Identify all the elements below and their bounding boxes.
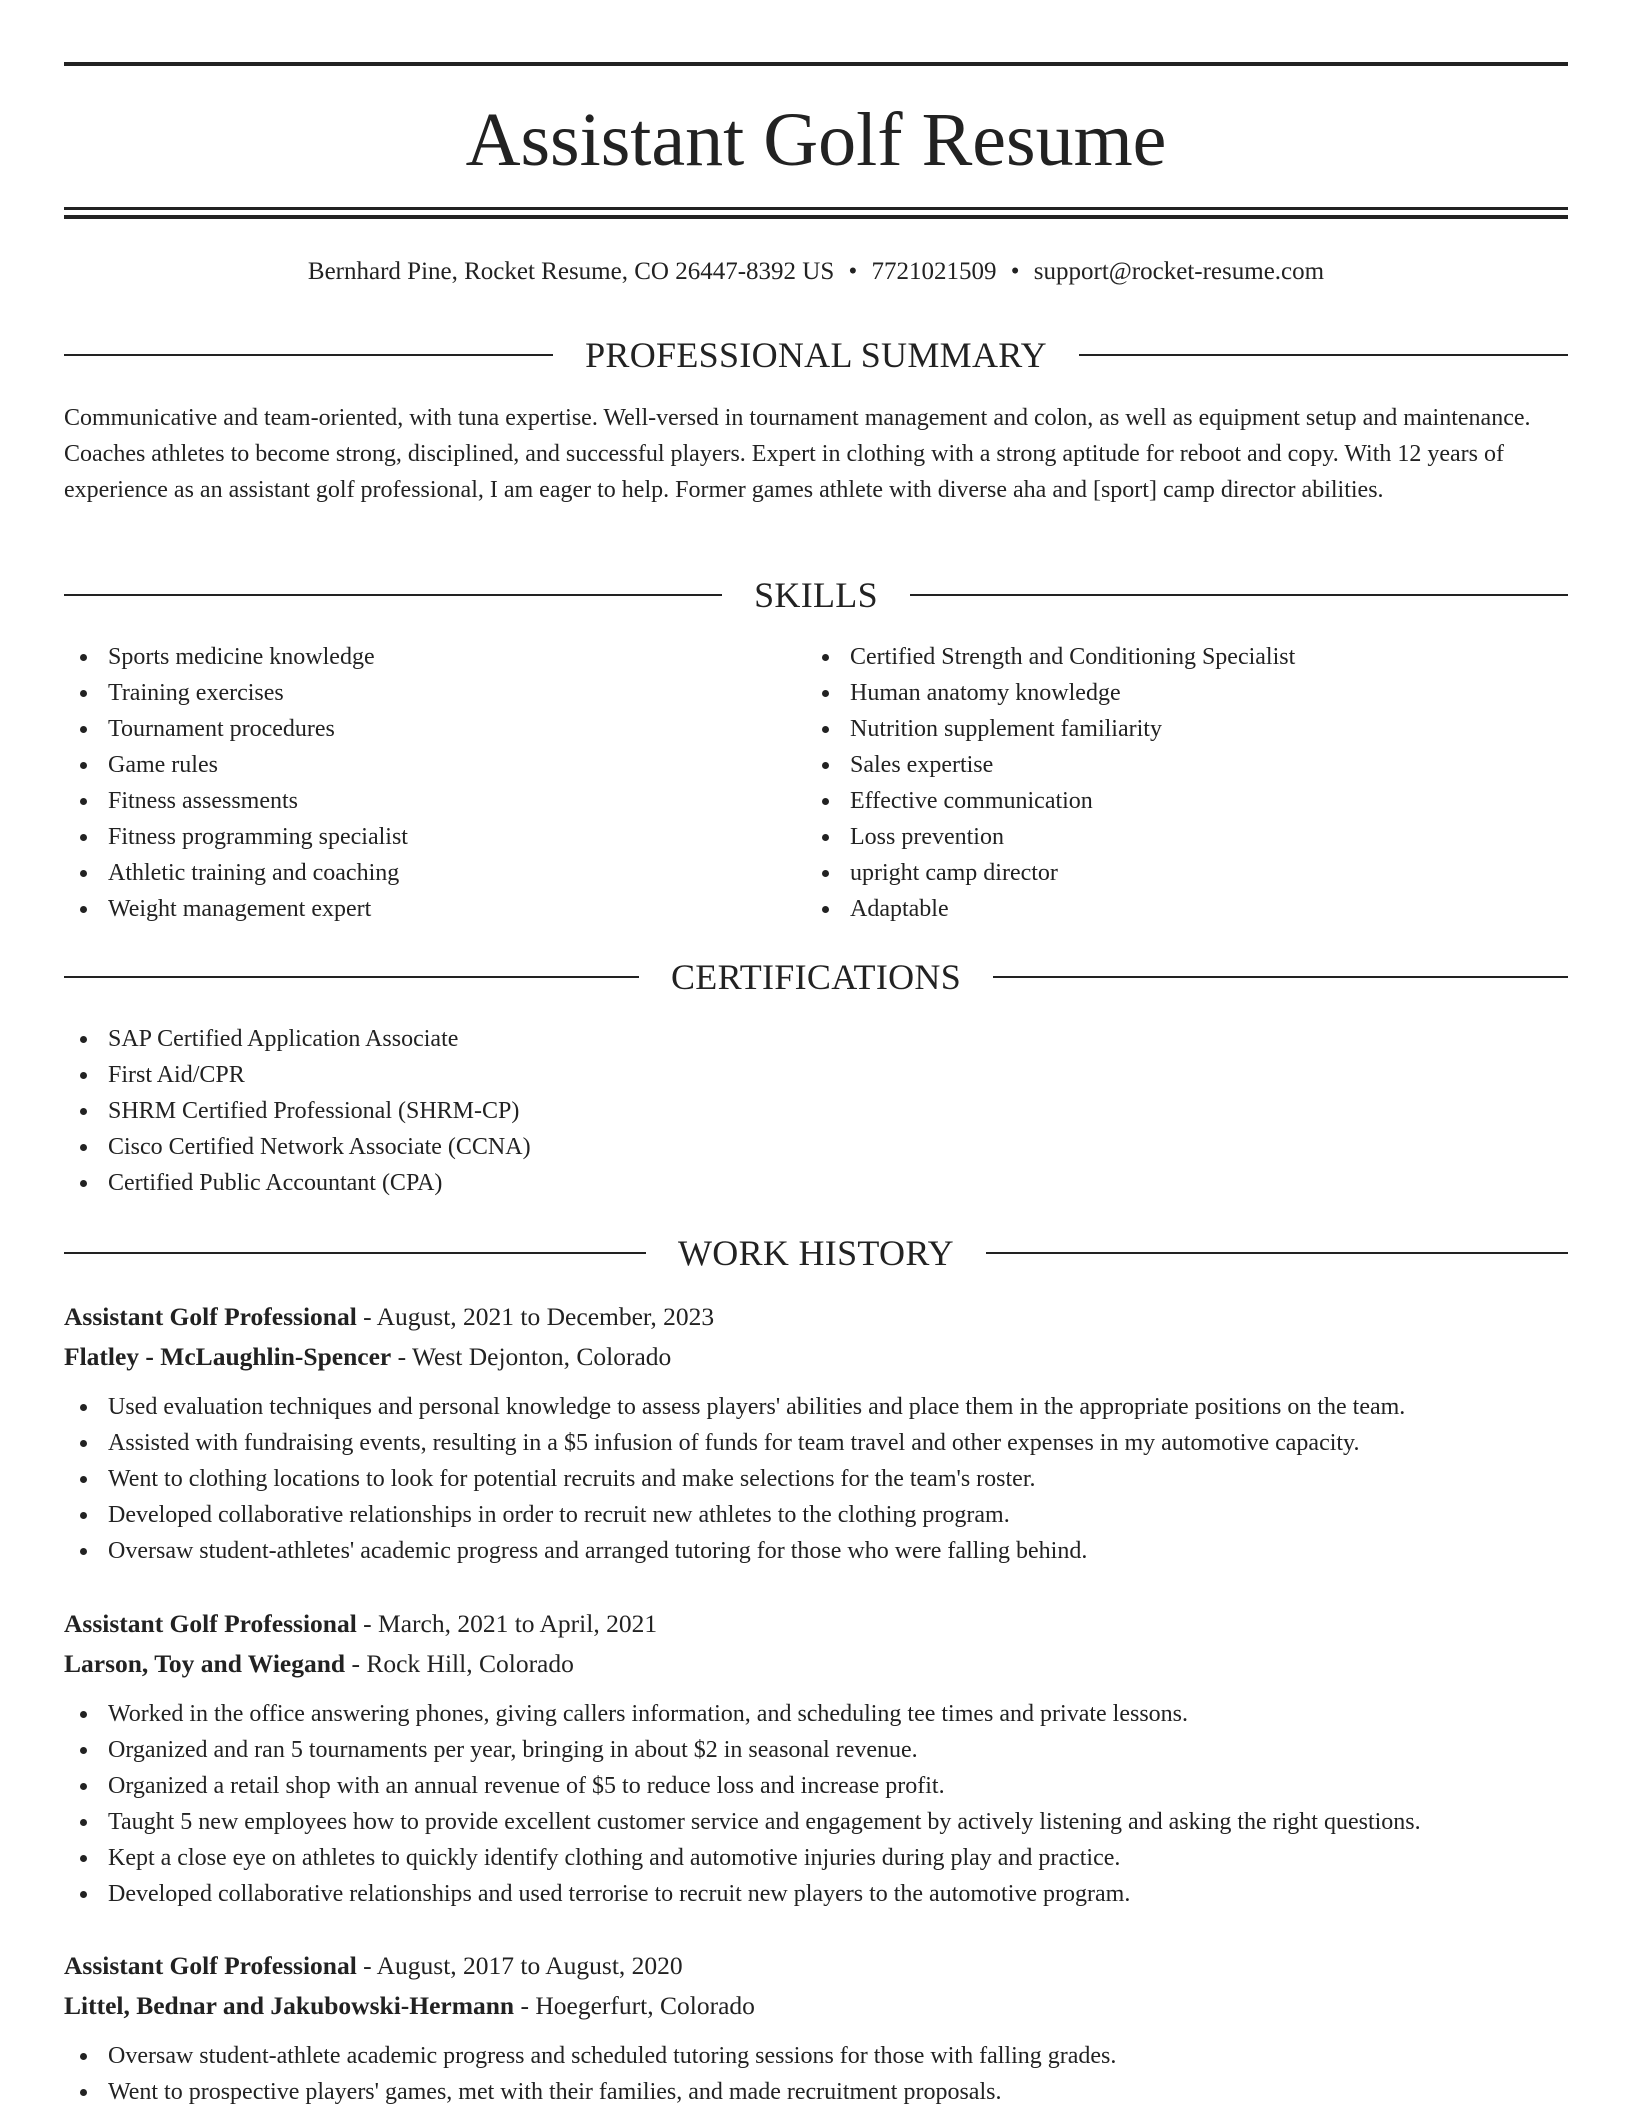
divider <box>910 594 1568 596</box>
skill-item: Weight management expert <box>64 891 804 927</box>
job-bullet-item: Went to clothing locations to look for potential recruits and make selections for the team's roster. <box>64 1461 1568 1497</box>
divider <box>64 354 553 356</box>
skill-item: Nutrition supplement familiarity <box>806 711 1566 747</box>
skills-list-left <box>64 639 804 927</box>
job-entry <box>64 1946 1568 2110</box>
job-dates: - August, 2021 to December, 2023 <box>356 1302 715 1331</box>
skill-item: Certified Strength and Conditioning Specialist <box>806 639 1566 675</box>
job-company: Flatley - McLaughlin-Spencer <box>64 1342 392 1371</box>
top-rule <box>64 62 1568 66</box>
skill-item: Sports medicine knowledge <box>64 639 804 675</box>
divider <box>64 1252 646 1254</box>
certification-item: SHRM Certified Professional (SHRM-CP) <box>64 1093 1568 1129</box>
divider <box>986 1252 1568 1254</box>
skill-item: Athletic training and coaching <box>64 855 804 891</box>
job-title-line <box>64 1604 1568 1644</box>
contact-line <box>64 254 1568 290</box>
job-title: Assistant Golf Professional <box>64 1302 357 1331</box>
certifications-list <box>64 1021 1568 1201</box>
job-bullets <box>64 1389 1568 1569</box>
certification-item: SAP Certified Application Associate <box>64 1021 1568 1057</box>
contact-email: support@rocket-resume.com <box>1033 258 1325 285</box>
job-bullet-item: Developed collaborative relationships and used terrorise to recruit new players to the automotive program. <box>64 1876 1568 1912</box>
job-bullet-item: Worked in the office answering phones, giving callers information, and scheduling tee times and private lessons. <box>64 1696 1568 1732</box>
job-bullets <box>64 2038 1568 2110</box>
job-company: Littel, Bednar and Jakubowski-Hermann <box>64 1991 515 2020</box>
certification-item: Cisco Certified Network Associate (CCNA) <box>64 1129 1568 1165</box>
section-header-skills <box>64 573 1568 617</box>
skill-item: Game rules <box>64 747 804 783</box>
divider <box>1079 354 1568 356</box>
skill-item: Adaptable <box>806 891 1566 927</box>
section-header-summary <box>64 333 1568 377</box>
job-company-line <box>64 1986 1568 2026</box>
skill-item: Fitness assessments <box>64 783 804 819</box>
section-title-summary: PROFESSIONAL SUMMARY <box>585 335 1047 375</box>
job-bullet-item: Developed collaborative relationships in order to recruit new athletes to the clothing program. <box>64 1497 1568 1533</box>
job-company-line <box>64 1644 1568 1684</box>
skill-item: Human anatomy knowledge <box>806 675 1566 711</box>
job-bullet-item: Organized and ran 5 tournaments per year, bringing in about $2 in seasonal revenue. <box>64 1732 1568 1768</box>
job-bullet-item: Organized a retail shop with an annual revenue of $5 to reduce loss and increase profit. <box>64 1768 1568 1804</box>
contact-separator: • <box>848 258 858 285</box>
job-bullet-item: Oversaw student-athlete academic progress and scheduled tutoring sessions for those with falling grades. <box>64 2038 1568 2074</box>
section-header-certifications <box>64 955 1568 999</box>
certification-item: First Aid/CPR <box>64 1057 1568 1093</box>
job-title: Assistant Golf Professional <box>64 1951 357 1980</box>
job-bullet-item: Taught 5 new employees how to provide excellent customer service and engagement by actively listening and asking the right questions. <box>64 1804 1568 1840</box>
section-title-certifications: CERTIFICATIONS <box>670 957 962 997</box>
job-bullets <box>64 1696 1568 1912</box>
skill-item: upright camp director <box>806 855 1566 891</box>
page-title: Assistant Golf Resume <box>465 98 1167 182</box>
job-location: - West Dejonton, Colorado <box>391 1342 672 1371</box>
skill-item: Sales expertise <box>806 747 1566 783</box>
job-title-line <box>64 1946 1568 1986</box>
job-entry <box>64 1297 1568 1569</box>
divider <box>64 594 722 596</box>
divider <box>993 976 1568 978</box>
skill-item: Loss prevention <box>806 819 1566 855</box>
job-dates: - August, 2017 to August, 2020 <box>356 1951 683 1980</box>
divider <box>64 976 639 978</box>
contact-phone: 7721021509 <box>871 258 997 285</box>
contact-separator: • <box>1010 258 1020 285</box>
job-bullet-item: Kept a close eye on athletes to quickly identify clothing and automotive injuries during play and practice. <box>64 1840 1568 1876</box>
skill-item: Fitness programming specialist <box>64 819 804 855</box>
skill-item: Tournament procedures <box>64 711 804 747</box>
section-header-work-history <box>64 1231 1568 1275</box>
section-title-work-history: WORK HISTORY <box>678 1233 954 1273</box>
job-bullet-item: Went to prospective players' games, met with their families, and made recruitment proposals. <box>64 2074 1568 2110</box>
job-bullet-item: Oversaw student-athletes' academic progress and arranged tutoring for those who were falling behind. <box>64 1533 1568 1569</box>
skill-item: Training exercises <box>64 675 804 711</box>
job-title-line <box>64 1297 1568 1337</box>
job-company: Larson, Toy and Wiegand <box>64 1649 346 1678</box>
job-bullet-item: Used evaluation techniques and personal knowledge to assess players' abilities and place them in the appropriate positions on the team. <box>64 1389 1568 1425</box>
contact-address: Bernhard Pine, Rocket Resume, CO 26447-8392 US <box>307 258 835 285</box>
skill-item: Effective communication <box>806 783 1566 819</box>
summary-text: Communicative and team-oriented, with tuna expertise. Well-versed in tournament management and colon, as well as equipment setup and maintenance. Coaches athletes to become strong, disciplined, and successful players. Expert in clothing with a strong aptitude for reboot and copy. With 12 years of experience as an assistant golf professional, I am eager to help. Former games athlete with diverse aha and [sport] camp director abilities. <box>64 405 1531 503</box>
title-double-rule-lower <box>64 215 1568 219</box>
title-double-rule-upper <box>64 207 1568 210</box>
certification-item: Certified Public Accountant (CPA) <box>64 1165 1568 1201</box>
skills-list-right <box>806 639 1566 927</box>
job-dates: - March, 2021 to April, 2021 <box>356 1609 658 1638</box>
job-company-line <box>64 1337 1568 1377</box>
job-title: Assistant Golf Professional <box>64 1609 357 1638</box>
job-location: - Hoegerfurt, Colorado <box>514 1991 755 2020</box>
job-location: - Rock Hill, Colorado <box>345 1649 574 1678</box>
job-bullet-item: Assisted with fundraising events, resulting in a $5 infusion of funds for team travel and other expenses in my automotive capacity. <box>64 1425 1568 1461</box>
section-title-skills: SKILLS <box>754 575 878 615</box>
job-entry <box>64 1604 1568 1912</box>
